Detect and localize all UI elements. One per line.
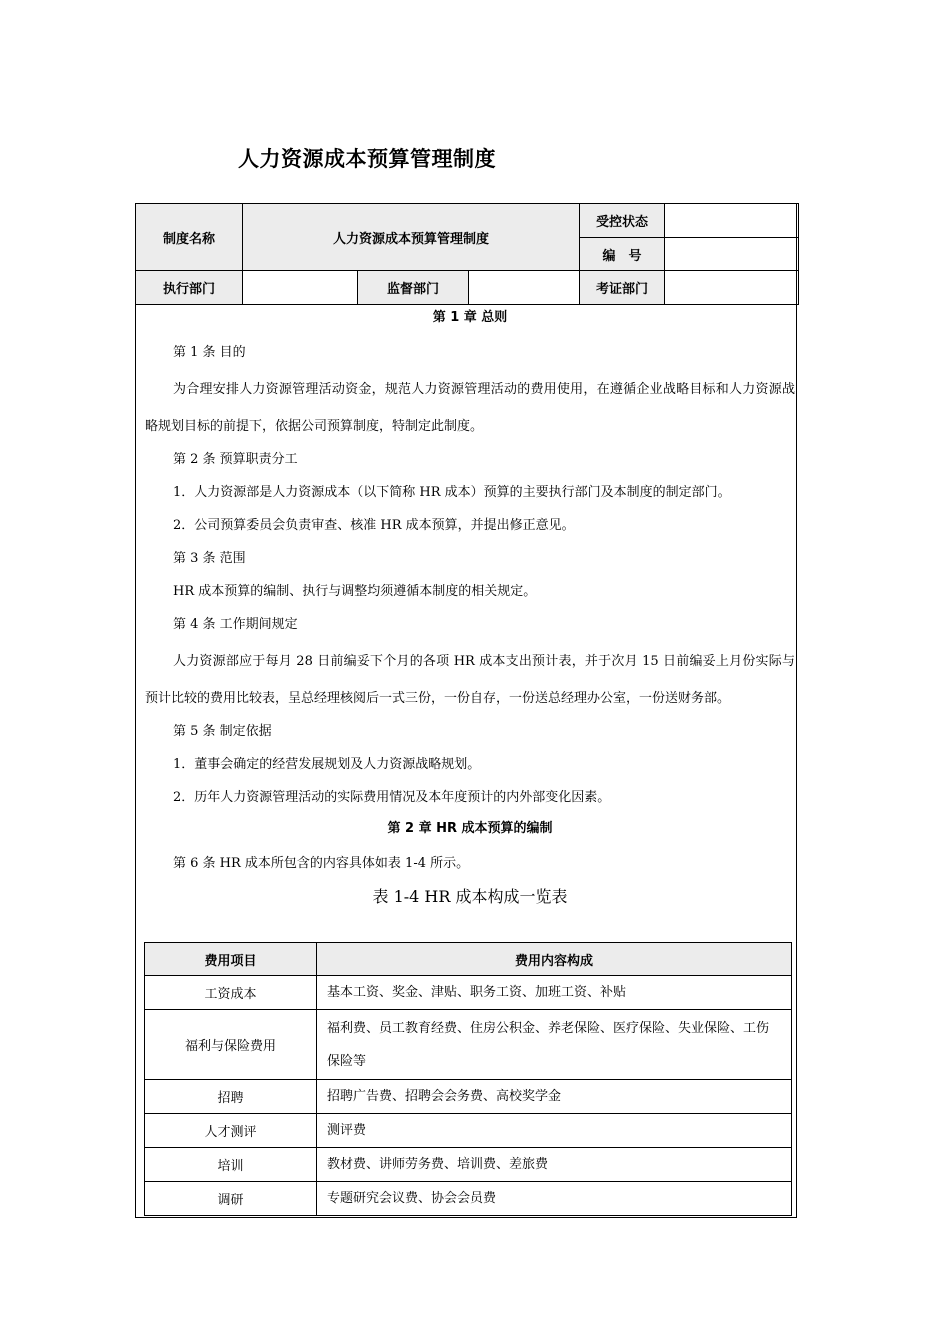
document-body <box>145 305 795 914</box>
article-1-title: 第 1 条 目的 <box>173 345 246 360</box>
article-2-item-1: 1．人力资源部是人力资源成本（以下简称 HR 成本）预算的主要执行部门及本制度的制定部门。 <box>173 485 731 500</box>
control-status-value <box>665 204 799 238</box>
article-5-item-1: 1．董事会确定的经营发展规划及人力资源战略规划。 <box>173 757 481 772</box>
table-row <box>145 976 792 1010</box>
article-3-text: HR 成本预算的编制、执行与调整均须遵循本制度的相关规定。 <box>173 584 537 599</box>
exec-dept-value <box>243 271 358 305</box>
article-1-text: 为合理安排人力资源管理活动资金，规范人力资源管理活动的费用使用，在遵循企业战略目标和人力资源战略规划目标的前提下，依据公司预算制度，特制定此制度。 <box>145 382 795 434</box>
article-5-title: 第 5 条 制定依据 <box>173 724 272 739</box>
policy-name-label: 制度名称 <box>136 204 243 271</box>
article-3-title: 第 3 条 范围 <box>173 551 246 566</box>
article-4-title: 第 4 条 工作期间规定 <box>173 617 298 632</box>
cost-content: 福利费、员工教育经费、住房公积金、养老保险、医疗保险、失业保险、工伤保险等 <box>317 1010 792 1080</box>
supervise-dept-label: 监督部门 <box>358 271 469 305</box>
cost-content: 测评费 <box>317 1114 792 1148</box>
cost-content: 教材费、讲师劳务费、培训费、差旅费 <box>317 1148 792 1182</box>
supervise-dept-value <box>469 271 580 305</box>
verify-dept-value <box>665 271 799 305</box>
document-title: 人力资源成本预算管理制度 <box>238 147 496 171</box>
cost-content: 基本工资、奖金、津贴、职务工资、加班工资、补贴 <box>317 976 792 1010</box>
cost-item: 调研 <box>145 1182 317 1216</box>
table-row <box>145 1148 792 1182</box>
cost-item: 培训 <box>145 1148 317 1182</box>
table-row <box>145 1182 792 1216</box>
cost-item: 工资成本 <box>145 976 317 1010</box>
header-table <box>135 203 799 305</box>
number-label: 编 号 <box>580 238 665 271</box>
cost-table-header-content: 费用内容构成 <box>317 943 792 976</box>
cost-item: 招聘 <box>145 1080 317 1114</box>
cost-table <box>144 942 792 1216</box>
article-2-title: 第 2 条 预算职责分工 <box>173 452 298 467</box>
policy-name-value: 人力资源成本预算管理制度 <box>243 204 580 271</box>
verify-dept-label: 考证部门 <box>580 271 665 305</box>
number-value <box>665 238 799 271</box>
cost-table-header-item: 费用项目 <box>145 943 317 976</box>
cost-item: 人才测评 <box>145 1114 317 1148</box>
article-4-text: 人力资源部应于每月 28 日前编妥下个月的各项 HR 成本支出预计表，并于次月 15 日前编妥上月份实际与预计比较的费用比较表，呈总经理核阅后一式三份，一份自存，一份送总经理办公室，一份送财务部。 <box>145 654 795 706</box>
chapter-2-heading: 第 2 章 HR 成本预算的编制 <box>387 821 553 836</box>
control-status-label: 受控状态 <box>580 204 665 238</box>
chapter-1-heading: 第 1 章 总则 <box>432 310 508 325</box>
cost-content: 招聘广告费、招聘会会务费、高校奖学金 <box>317 1080 792 1114</box>
article-6-text: 第 6 条 HR 成本所包含的内容具体如表 1-4 所示。 <box>173 856 470 871</box>
cost-item: 福利与保险费用 <box>145 1010 317 1080</box>
article-2-item-2: 2．公司预算委员会负责审查、核准 HR 成本预算，并提出修正意见。 <box>173 518 575 533</box>
table-row <box>145 1114 792 1148</box>
table-row <box>145 1080 792 1114</box>
exec-dept-label: 执行部门 <box>136 271 243 305</box>
cost-content: 专题研究会议费、协会会员费 <box>317 1182 792 1216</box>
article-5-item-2: 2．历年人力资源管理活动的实际费用情况及本年度预计的内外部变化因素。 <box>173 790 611 805</box>
table-caption: 表 1-4 HR 成本构成一览表 <box>372 887 568 906</box>
table-row <box>145 1010 792 1080</box>
